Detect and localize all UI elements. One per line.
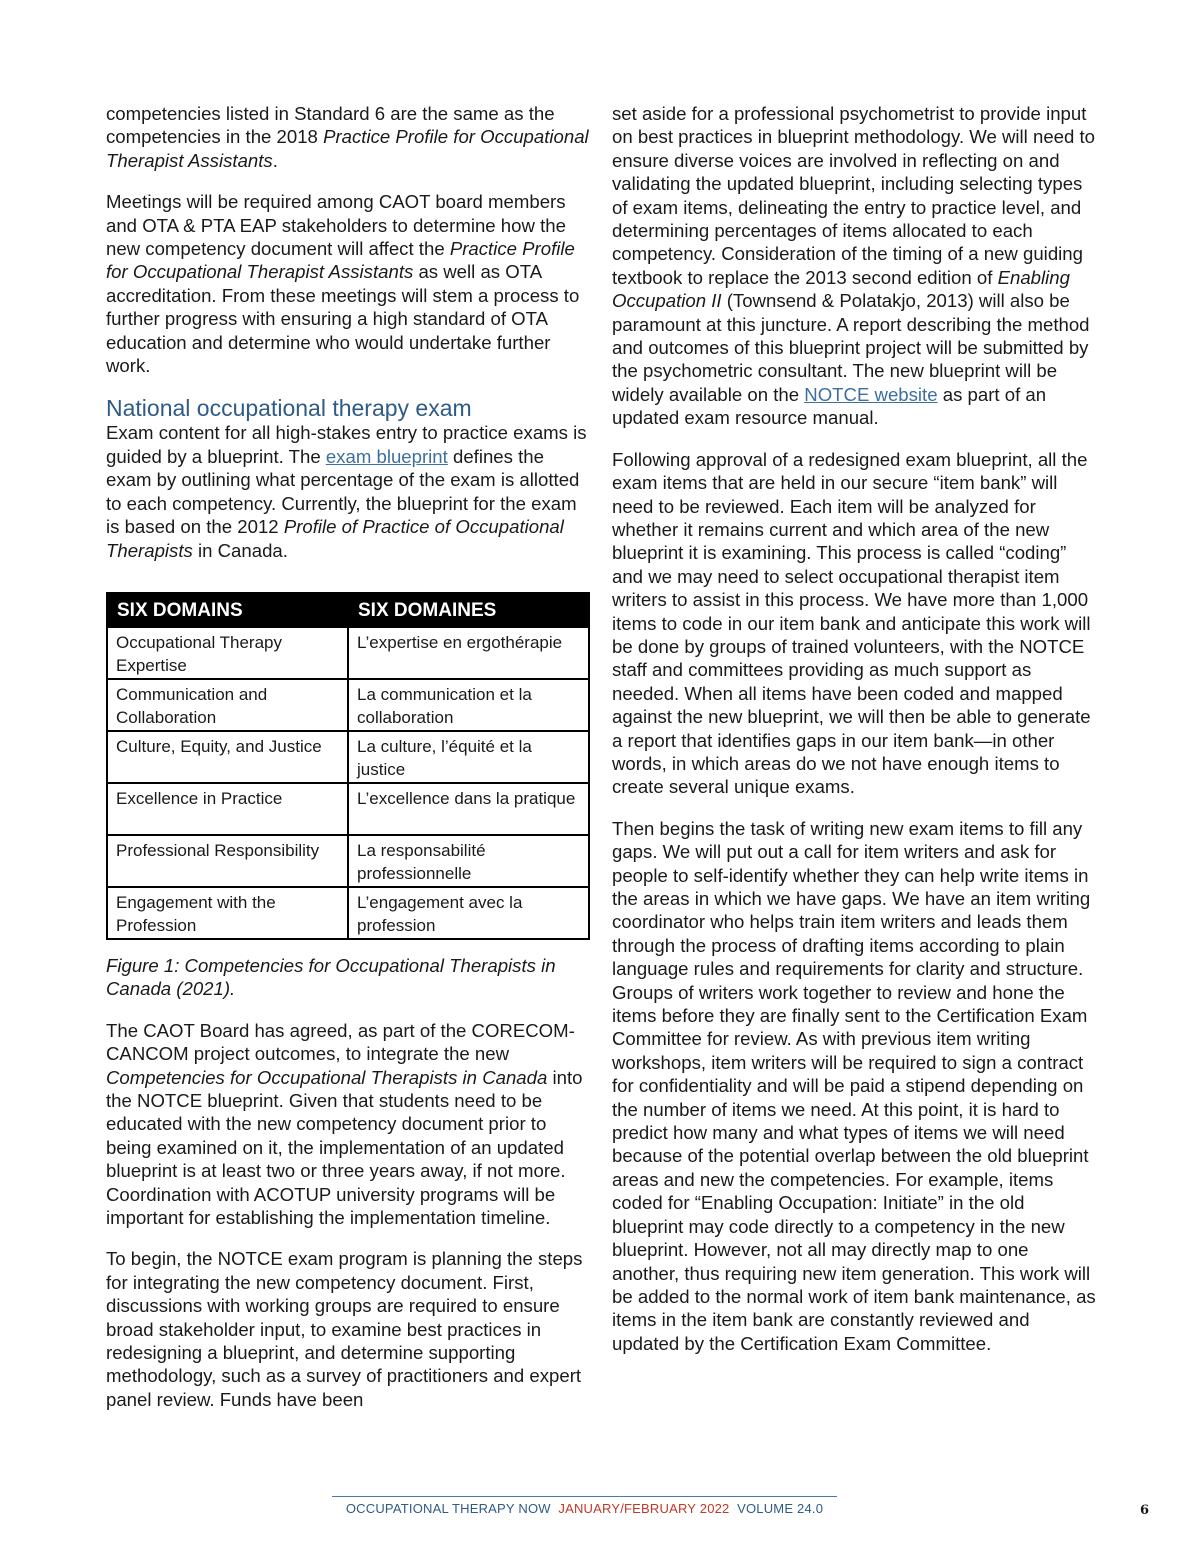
table-cell: Excellence in Practice: [107, 783, 348, 835]
table-cell: L’engagement avec la profession: [348, 887, 589, 939]
volume-number: VOLUME 24.0: [737, 1501, 824, 1516]
left-column: [106, 102, 594, 1429]
table-cell: Professional Responsibility: [107, 835, 348, 887]
issue-date: JANUARY/FEBRUARY 2022: [558, 1501, 730, 1516]
paragraph: competencies listed in Standard 6 are the same as the competencies in the 2018 Practice Profile for Occupational Therapist Assistants.: [106, 103, 589, 171]
table-row: [107, 835, 589, 887]
figure-caption: Figure 1: Competencies for Occupational Therapists in Canada (2021).: [106, 954, 556, 1000]
paragraph: To begin, the NOTCE exam program is planning the steps for integrating the new competency document. First, discussions with working groups are required to ensure broad stakeholder input, to examine best practices in redesigning a blueprint, and determine supporting methodology, such as a survey of practitioners and expert panel review. Funds have been: [106, 1248, 583, 1410]
paragraph: Following approval of a redesigned exam blueprint, all the exam items that are held in our secure “item bank” will need to be reviewed. Each item will be analyzed for whether it remains current and which area of the new blueprint it is examining. This process is called “coding” and we may need to select occupational therapist item writers to assist in this process. We have more than 1,000 items to code in our item bank and anticipate this work will be done by groups of trained volunteers, with the NOTCE staff and committees providing as much support as needed. When all items have been coded and mapped against the new blueprint, we will then be able to generate a report that identifies gaps in our item bank—in other words, in which areas do we not have enough items to create several unique exams.: [612, 448, 1091, 798]
table-cell: La communication et la collaboration: [348, 679, 589, 731]
table-row: [107, 783, 589, 835]
column-header: SIX DOMAINES: [348, 593, 589, 627]
table-cell: Culture, Equity, and Justice: [107, 731, 348, 783]
table-cell: La culture, l’équité et la justice: [348, 731, 589, 783]
notce-website-link[interactable]: NOTCE website: [804, 383, 938, 405]
paragraph: Meetings will be required among CAOT board members and OTA & PTA EAP stakeholders to determine how the new competency document will affect the Practice Profile for Occupational Therapist Assistants as well as OTA accreditation. From these meetings will stem a process to further progress with ensuring a high standard of OTA education and determine who would undertake further work.: [106, 191, 580, 377]
table-cell: Communication and Collaboration: [107, 679, 348, 731]
table-row: [107, 887, 589, 939]
table-row: [107, 627, 589, 679]
table-header-row: [107, 593, 589, 627]
table-cell: Engagement with the Profession: [107, 887, 348, 939]
table-cell: Occupational Therapy Expertise: [107, 627, 348, 679]
paragraph: set aside for a professional psychometrist to provide input on best practices in blueprint methodology. We will need to ensure diverse voices are involved in reflecting on and validating the updated blueprint, including selecting types of exam items, delineating the entry to practice level, and determining percentages of items allocated to each competency. Consideration of the timing of a new guiding textbook to replace the 2013 second edition of Enabling Occupation II (Townsend & Polatakjo, 2013) will also be paramount at this juncture. A report describing the method and outcomes of this blueprint project will be submitted by the psychometric consultant. The new blueprint will be widely available on the NOTCE website as part of an updated exam resource manual.: [612, 103, 1096, 429]
table-cell: L’expertise en ergothérapie: [348, 627, 589, 679]
paragraph: Exam content for all high-stakes entry to practice exams is guided by a blueprint. The exam blueprint defines the exam by outlining what percentage of the exam is allotted to each competency. Currently, the blueprint for the exam is based on the 2012 Profile of Practice of Occupational Therapists in Canada.: [106, 422, 587, 561]
table-row: [107, 679, 589, 731]
table-row: [107, 731, 589, 783]
exam-blueprint-link[interactable]: exam blueprint: [325, 445, 448, 467]
magazine-title: OCCUPATIONAL THERAPY NOW: [345, 1501, 551, 1516]
right-column: [612, 102, 1098, 1373]
paragraph: The CAOT Board has agreed, as part of the CORECOM-CANCOM project outcomes, to integrate the new Competencies for Occupational Therapists in Canada into the NOTCE blueprint. Given that students need to be educated with the new competency document prior to being examined on it, the implementation of an updated blueprint is at least two or three years away, if not more. Coordination with ACOTUP university programs will be important for establishing the implementation timeline.: [106, 1019, 583, 1228]
page-footer: [332, 1496, 837, 1516]
page-number: 6: [1140, 1503, 1150, 1518]
paragraph: Then begins the task of writing new exam items to fill any gaps. We will put out a call for item writers and ask for people to self-identify whether they can help write items in the areas in which we have gaps. We have an item writing coordinator who helps train item writers and leads them through the process of drafting items according to plain language rules and requirements for clarity and structure. Groups of writers work together to review and hone the items before they are finally sent to the Certification Exam Committee for review. As with previous item writing workshops, item writers will be required to sign a contract for confidentiality and will be paid a stipend depending on the number of items we need. At this point, it is hard to predict how many and what types of items we will need because of the potential overlap between the old blueprint areas and new the competencies. For example, items coded for “Enabling Occupation: Initiate” in the old blueprint may code directly to a competency in the new blueprint. However, not all may directly map to one another, thus requiring new item generation. This work will be added to the normal work of item bank maintenance, as items in the item bank are constantly reviewed and updated by the Certification Exam Committee.: [612, 817, 1096, 1354]
column-header: SIX DOMAINS: [107, 593, 348, 627]
table-cell: La responsabilité professionnelle: [348, 835, 589, 887]
section-heading: National occupational therapy exam: [106, 395, 472, 422]
table-cell: L’excellence dans la pratique: [348, 783, 589, 835]
domains-table: [106, 592, 590, 940]
